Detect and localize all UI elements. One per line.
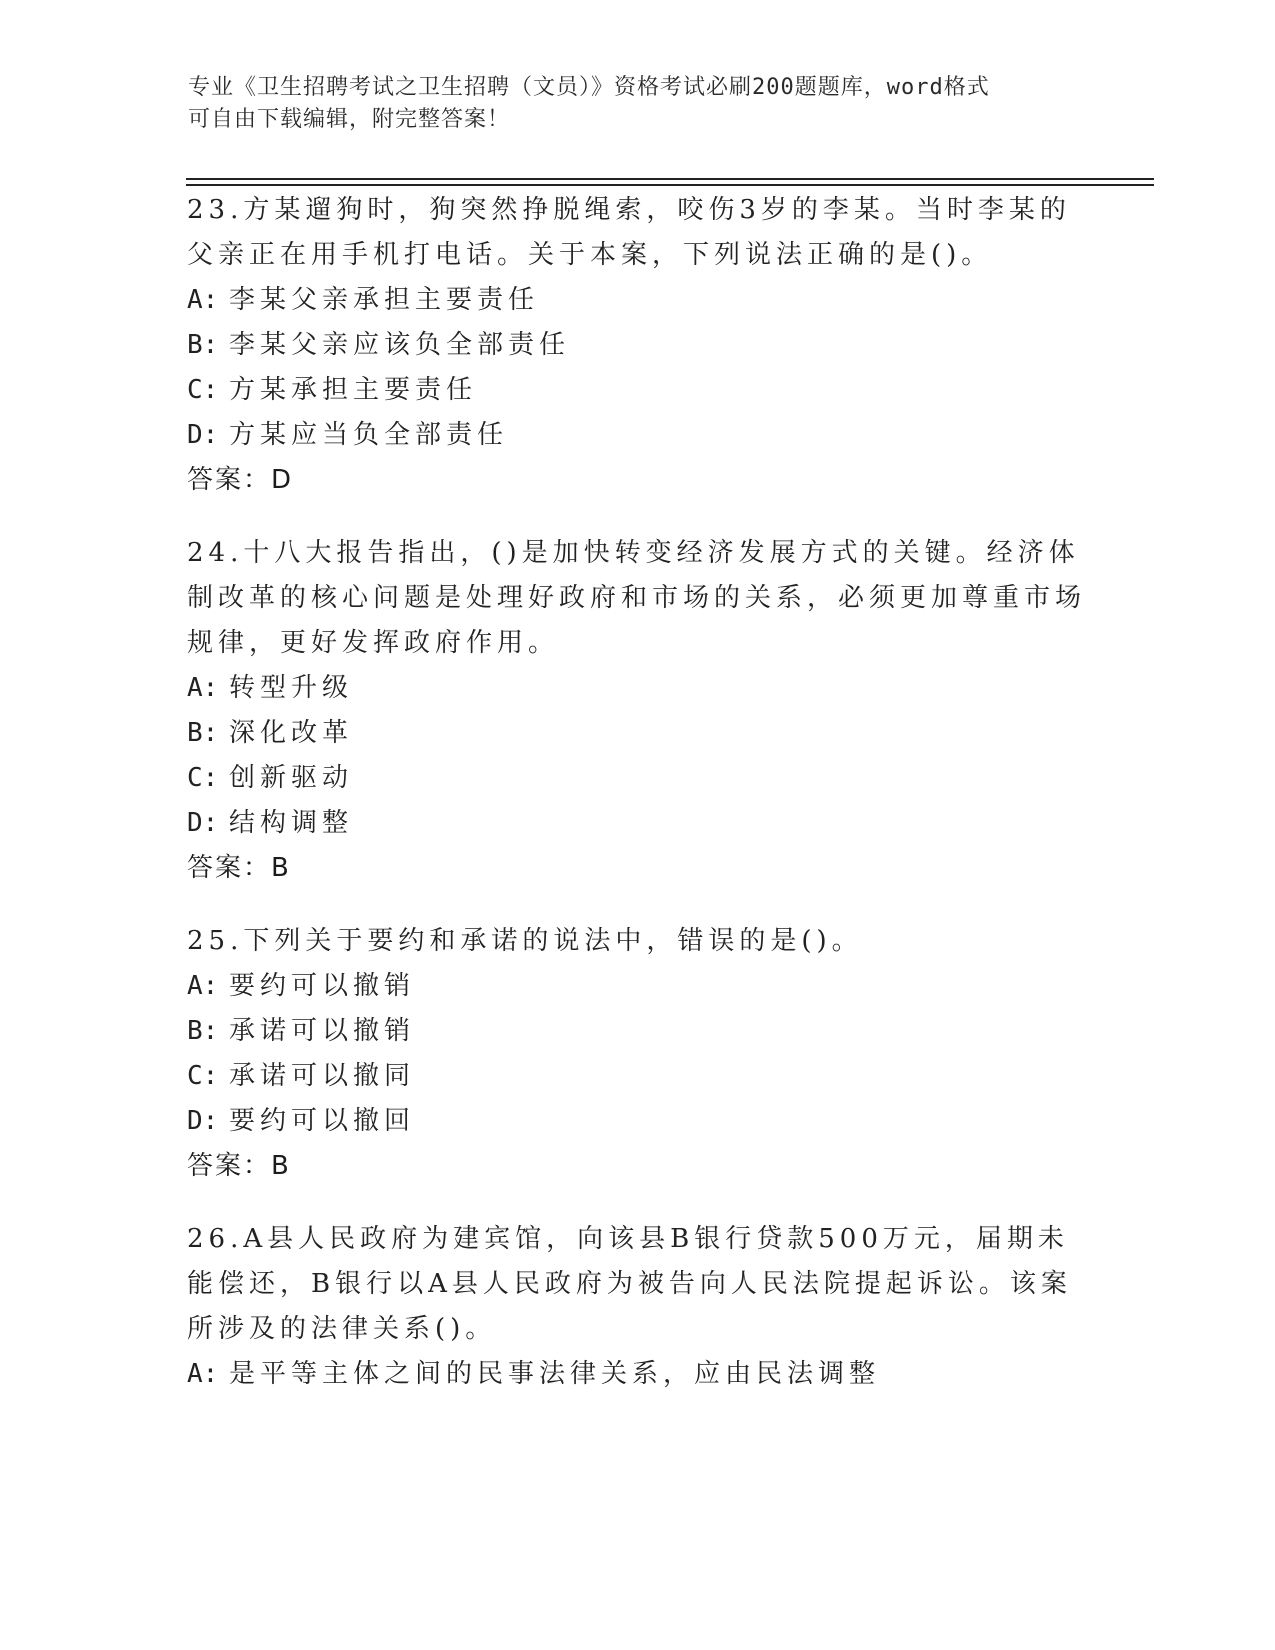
option-d <box>187 1099 1087 1144</box>
option-text: 要约可以撤回 <box>229 1106 416 1136</box>
question-26 <box>187 1217 1087 1397</box>
option-key: A: <box>187 673 219 703</box>
option-d <box>187 801 1087 846</box>
option-b <box>187 323 1087 368</box>
answer-label: 答案：B <box>187 853 291 883</box>
option-key: D: <box>187 1106 219 1136</box>
option-text: 李某父亲承担主要责任 <box>229 285 540 315</box>
option-a <box>187 666 1087 711</box>
option-key: C: <box>187 1061 219 1091</box>
option-text: 方某应当负全部责任 <box>229 420 509 450</box>
option-text: 转型升级 <box>229 673 354 703</box>
option-c <box>187 756 1087 801</box>
option-text: 深化改革 <box>229 718 354 748</box>
option-b <box>187 1009 1087 1054</box>
option-key: B: <box>187 330 219 360</box>
option-text: 承诺可以撤同 <box>229 1061 416 1091</box>
question-stem: 26.A县人民政府为建宾馆，向该县B银行贷款500万元，届期未能偿还，B银行以A县人民政府为被告向人民法院提起诉讼。该案所涉及的法律关系()。 <box>187 1224 1072 1344</box>
option-key: A: <box>187 285 219 315</box>
question-23 <box>187 188 1087 503</box>
option-key: B: <box>187 1016 219 1046</box>
header-divider-top <box>186 178 1154 180</box>
option-text: 结构调整 <box>229 808 354 838</box>
option-c <box>187 1054 1087 1099</box>
question-25 <box>187 919 1087 1189</box>
option-key: A: <box>187 1359 219 1389</box>
question-stem: 24.十八大报告指出，()是加快转变经济发展方式的关键。经济体制改革的核心问题是处理好政府和市场的关系，必须更加尊重市场规律，更好发挥政府作用。 <box>187 538 1087 658</box>
option-a <box>187 1352 1087 1397</box>
option-b <box>187 711 1087 756</box>
option-key: D: <box>187 808 219 838</box>
option-a <box>187 964 1087 1009</box>
option-c <box>187 368 1087 413</box>
answer-label: 答案：D <box>187 465 294 495</box>
header-title-line-2: 可自由下载编辑，附完整答案！ <box>188 107 511 132</box>
option-text: 是平等主体之间的民事法律关系，应由民法调整 <box>229 1359 881 1389</box>
option-key: C: <box>187 375 219 405</box>
option-d <box>187 413 1087 458</box>
header-divider-bottom <box>186 184 1154 186</box>
option-key: A: <box>187 971 219 1001</box>
question-stem: 25.下列关于要约和承诺的说法中，错误的是()。 <box>187 926 863 956</box>
answer-label: 答案：B <box>187 1151 291 1181</box>
question-list <box>187 188 1087 1425</box>
question-stem: 23.方某遛狗时，狗突然挣脱绳索，咬伤3岁的李某。当时李某的父亲正在用手机打电话。关于本案，下列说法正确的是()。 <box>187 195 1071 270</box>
header-title-line-1: 专业《卫生招聘考试之卫生招聘（文员）》资格考试必刷200题题库，word格式 <box>188 75 990 100</box>
option-key: B: <box>187 718 219 748</box>
option-text: 要约可以撤销 <box>229 971 416 1001</box>
option-a <box>187 278 1087 323</box>
question-24 <box>187 531 1087 891</box>
document-header <box>188 72 1088 136</box>
option-text: 李某父亲应该负全部责任 <box>229 330 571 360</box>
option-key: D: <box>187 420 219 450</box>
option-text: 方某承担主要责任 <box>229 375 478 405</box>
option-key: C: <box>187 763 219 793</box>
option-text: 承诺可以撤销 <box>229 1016 416 1046</box>
option-text: 创新驱动 <box>229 763 354 793</box>
